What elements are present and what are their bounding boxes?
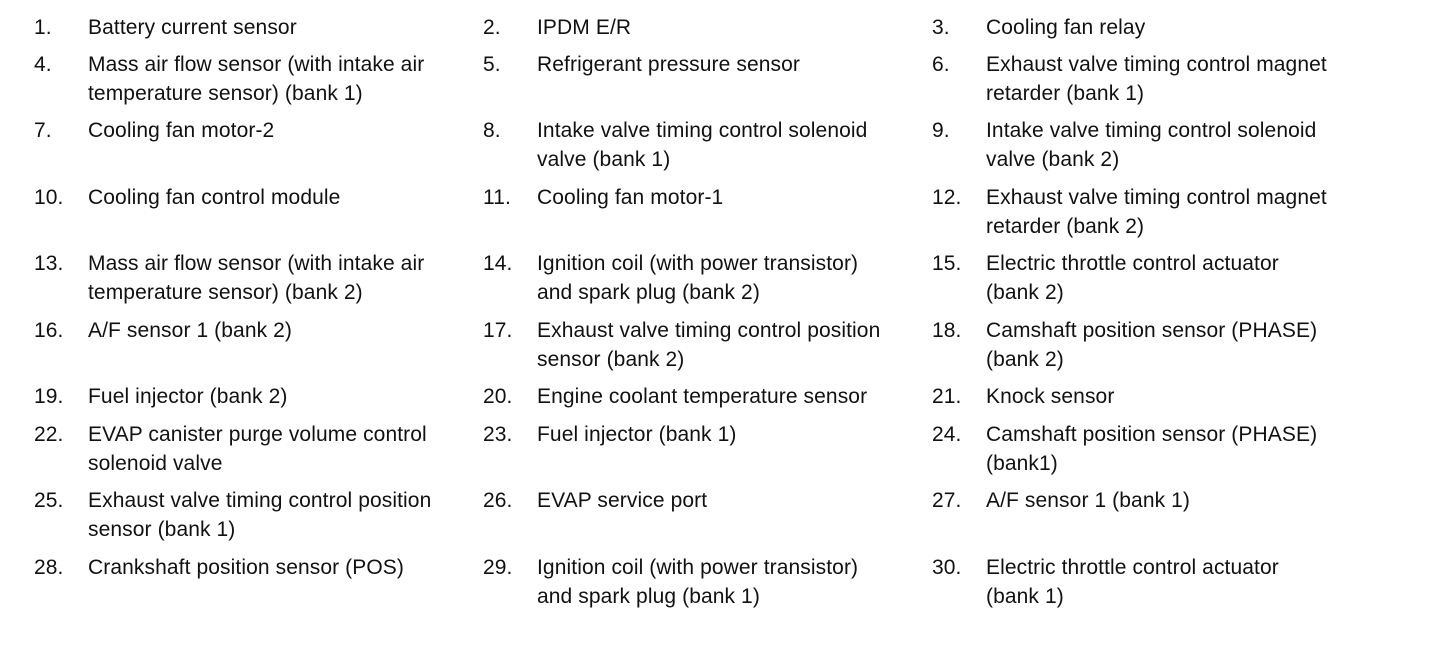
item-label: Ignition coil (with power transistor) and spark plug (bank 2) (537, 252, 859, 304)
item-number: 19. (34, 385, 64, 408)
item-number: 24. (932, 423, 962, 446)
item-label: Electric throttle control actuator (bank 2) (986, 252, 1279, 304)
item-number: 13. (34, 252, 64, 275)
item-label: A/F sensor 1 (bank 1) (986, 489, 1191, 512)
item-label: Mass air flow sensor (with intake air temperature sensor) (bank 1) (88, 53, 425, 105)
item-label: Fuel injector (bank 2) (88, 385, 288, 408)
item-number: 10. (34, 186, 64, 209)
item-number: 7. (34, 119, 52, 142)
item-label: Electric throttle control actuator (bank 1) (986, 556, 1279, 608)
item-number: 20. (483, 385, 513, 408)
item-number: 25. (34, 489, 64, 512)
item-label: Exhaust valve timing control position sensor (bank 2) (537, 319, 881, 371)
item-number: 3. (932, 16, 950, 39)
item-label: IPDM E/R (537, 16, 632, 39)
item-label: Refrigerant pressure sensor (537, 53, 800, 76)
item-label: Exhaust valve timing control position sensor (bank 1) (88, 489, 432, 541)
item-label: Exhaust valve timing control magnet retarder (bank 2) (986, 186, 1327, 238)
item-number: 12. (932, 186, 962, 209)
item-number: 23. (483, 423, 513, 446)
item-label: Crankshaft position sensor (POS) (88, 556, 404, 579)
item-label: Camshaft position sensor (PHASE) (bank 2) (986, 319, 1318, 371)
item-label: Engine coolant temperature sensor (537, 385, 868, 408)
item-number: 14. (483, 252, 513, 275)
item-label: Battery current sensor (88, 16, 297, 39)
item-number: 16. (34, 319, 64, 342)
item-label: A/F sensor 1 (bank 2) (88, 319, 293, 342)
item-number: 2. (483, 16, 501, 39)
item-number: 11. (483, 186, 511, 209)
item-label: Cooling fan motor-2 (88, 119, 275, 142)
item-label: EVAP service port (537, 489, 708, 512)
item-label: Intake valve timing control solenoid valve (bank 2) (986, 119, 1317, 171)
item-label: Fuel injector (bank 1) (537, 423, 737, 446)
item-number: 29. (483, 556, 513, 579)
item-number: 27. (932, 489, 962, 512)
item-number: 9. (932, 119, 950, 142)
item-label: Cooling fan motor-1 (537, 186, 724, 209)
item-label: Cooling fan relay (986, 16, 1146, 39)
item-number: 21. (932, 385, 962, 408)
item-number: 8. (483, 119, 501, 142)
item-number: 18. (932, 319, 962, 342)
item-number: 22. (34, 423, 64, 446)
item-label: Ignition coil (with power transistor) and spark plug (bank 1) (537, 556, 859, 608)
item-number: 4. (34, 53, 52, 76)
item-number: 30. (932, 556, 962, 579)
item-label: Cooling fan control module (88, 186, 341, 209)
item-number: 1. (34, 16, 52, 39)
item-label: Knock sensor (986, 385, 1115, 408)
item-number: 28. (34, 556, 64, 579)
item-label: Camshaft position sensor (PHASE) (bank1) (986, 423, 1318, 475)
item-number: 5. (483, 53, 501, 76)
item-number: 26. (483, 489, 513, 512)
item-number: 6. (932, 53, 950, 76)
item-label: Intake valve timing control solenoid valve (bank 1) (537, 119, 868, 171)
item-number: 17. (483, 319, 513, 342)
item-number: 15. (932, 252, 962, 275)
item-label: EVAP canister purge volume control solenoid valve (88, 423, 427, 475)
item-label: Mass air flow sensor (with intake air temperature sensor) (bank 2) (88, 252, 425, 304)
item-label: Exhaust valve timing control magnet retarder (bank 1) (986, 53, 1327, 105)
